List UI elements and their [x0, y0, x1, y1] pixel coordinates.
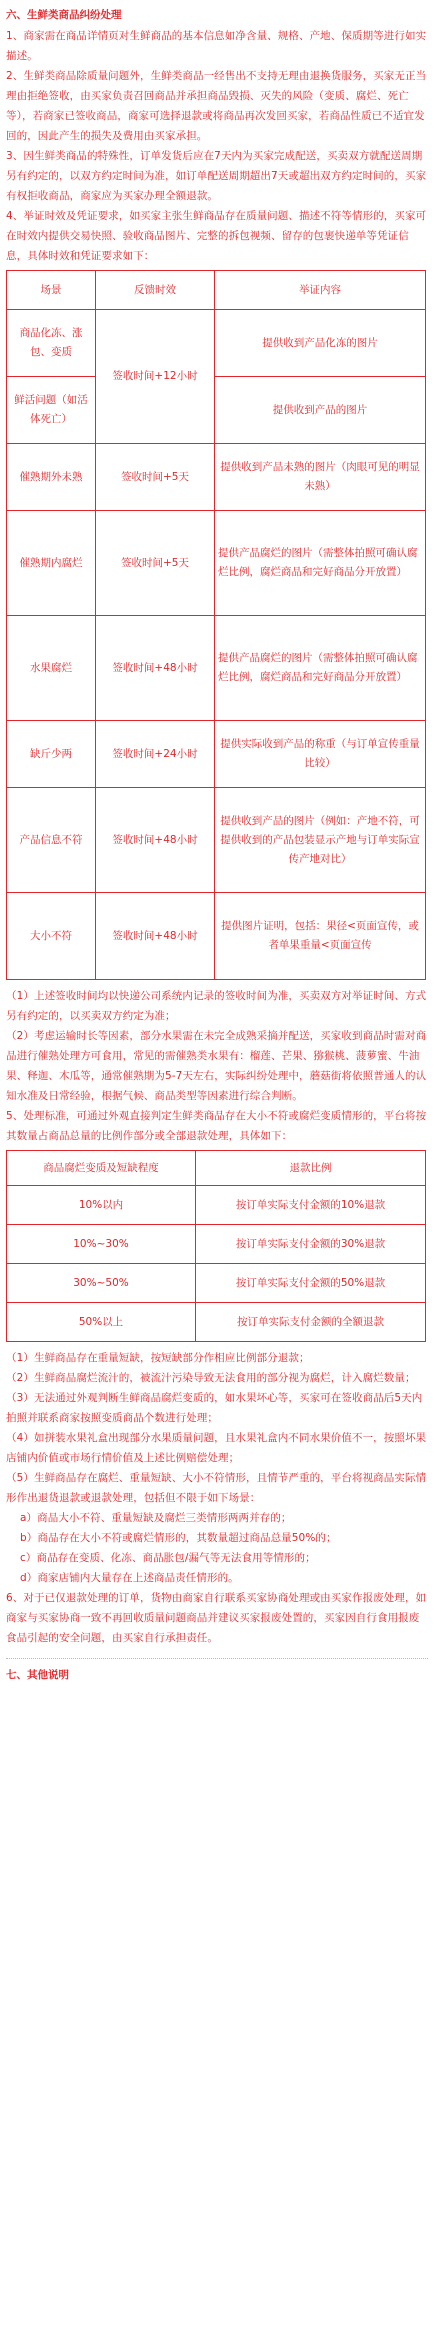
table-cell: 30%~50%: [7, 1264, 196, 1303]
table-cell: 按订单实际支付金额的全额退款: [196, 1303, 426, 1342]
table-header: 商品腐烂变质及短缺程度: [7, 1151, 196, 1186]
paragraph: 3、因生鲜类商品的特殊性，订单发货后应在7天内为买家完成配送，买卖双方就配送周期另有约定的，以双方约定时间为准，如订单配送周期超出7天或超出双方约定时间的，买家有权拒收商品，商家应为买家办理全额退款。: [6, 150, 427, 202]
table-cell: 大小不符: [7, 893, 96, 980]
table-cell: 产品信息不符: [7, 788, 96, 893]
table-cell: 签收时间+5天: [96, 444, 215, 511]
paragraph: （5）生鲜商品存在腐烂、重量短缺、大小不符情形，且情节严重的，平台将视商品实际情形作出退货退款或退款处理，包括但不限于如下场景：: [6, 1472, 427, 1504]
table-cell: 提供实际收到产品的称重（与订单宣传重量比较）: [215, 721, 426, 788]
list-item: c）商品存在变质、化冻、商品胀包/漏气等无法食用等情形的；: [20, 1552, 316, 1564]
list-item: d）商家店铺内大量存在上述商品责任情形的。: [20, 1572, 239, 1584]
list-item: a）商品大小不符、重量短缺及腐烂三类情形两两并存的；: [20, 1512, 292, 1524]
table-header: 举证内容: [215, 271, 426, 310]
table-cell: 提供收到产品的图片: [215, 377, 426, 444]
table-cell: 提供产品腐烂的图片（需整体拍照可确认腐烂比例，腐烂商品和完好商品分开放置）: [215, 616, 426, 721]
paragraph: 2、生鲜类商品除质量问题外，生鲜类商品一经售出不支持无理由退换货服务，买家无正当理由拒绝签收，由买家负责召回商品并承担商品毁损、灭失的风险（变质、腐烂、死亡等），若商家已签收商品，商家可选择退款或将商品再次发回买家，若商品性质已不适宜发回的，因此产生的损失及费用由买家承担。: [6, 70, 427, 142]
paragraph: （2）考虑运输时长等因素，部分水果需在未完全成熟采摘并配送，买家收到商品时需对商品进行催熟处理方可食用，常见的需催熟类水果有：榴莲、芒果、猕猴桃、菠萝蜜、牛油果、释迦、木瓜等，通常催熟期为5-7天左右，实际纠纷处理中，蘑菇街将依照普通人的认知水准及日常经验，根据气候、商品类型等因素进行综合判断。: [6, 1030, 427, 1102]
evidence-table: [6, 270, 426, 980]
paragraph: 4、举证时效及凭证要求，如买家主张生鲜商品存在质量问题、描述不符等情形的，买家可在时效内提供交易快照、验收商品图片、完整的拆包视频、留存的包裹快递单等凭证信息，具体时效和凭证要求如下：: [6, 210, 427, 262]
paragraph: （3）无法通过外观判断生鲜商品腐烂变质的，如水果坏心等，买家可在签收商品后5天内拍照并联系商家按照变质商品个数进行处理；: [6, 1392, 423, 1424]
refund-table: [6, 1150, 426, 1342]
table-header: 退款比例: [196, 1151, 426, 1186]
table-cell: 按订单实际支付金额的10%退款: [196, 1186, 426, 1225]
table-cell: 催熟期内腐烂: [7, 511, 96, 616]
table-cell: 提供收到产品未熟的图片（肉眼可见的明显未熟）: [215, 444, 426, 511]
table-cell: 提供收到产品化冻的图片: [215, 310, 426, 377]
table-cell: 签收时间+24小时: [96, 721, 215, 788]
table-cell: 提供产品腐烂的图片（需整体拍照可确认腐烂比例，腐烂商品和完好商品分开放置）: [215, 511, 426, 616]
paragraph: （2）生鲜商品腐烂流汁的，被流汁污染导致无法食用的部分视为腐烂，计入腐烂数量；: [6, 1372, 416, 1384]
list-item: b）商品存在大小不符或腐烂情形的，其数量超过商品总量50%的；: [20, 1532, 337, 1544]
next-section-heading: 七、其他说明: [6, 1669, 69, 1681]
table-cell: 缺斤少两: [7, 721, 96, 788]
table-cell: 提供收到产品的图片（例如：产地不符，可提供收到的产品包装显示产地与订单实际宣传产地对比）: [215, 788, 426, 893]
paragraph: （4）如拼装水果礼盒出现部分水果质量问题，且水果礼盒内不同水果价值不一，按照坏果店铺内价值或市场行情价值及上述比例赔偿处理；: [6, 1432, 427, 1464]
paragraph: （1）上述签收时间均以快递公司系统内记录的签收时间为准，买卖双方对举证时间、方式另有约定的，以买卖双方约定为准；: [6, 990, 427, 1022]
paragraph: 1、商家需在商品详情页对生鲜商品的基本信息如净含量、规格、产地、保质期等进行如实描述。: [6, 30, 427, 62]
table-cell: 按订单实际支付金额的50%退款: [196, 1264, 426, 1303]
table-cell: 签收时间+12小时: [96, 310, 215, 444]
table-cell: 商品化冻、涨包、变质: [7, 310, 96, 377]
paragraph: 6、对于已仅退款处理的订单，货物由商家自行联系买家协商处理或由买家作报废处理，如商家与买家协商一致不再回收质量问题商品并建议买家报废处置的，买家因自行食用报废食品引起的安全问题，由买家自行承担责任。: [6, 1592, 427, 1644]
table-cell: 鲜活问题（如活体死亡）: [7, 377, 96, 444]
paragraph: （1）生鲜商品存在重量短缺，按短缺部分作相应比例部分退款；: [6, 1352, 310, 1364]
table-header: 反馈时效: [96, 271, 215, 310]
paragraph: 5、处理标准，可通过外观直接判定生鲜类商品存在大小不符或腐烂变质情形的，平台将按其数量占商品总量的比例作部分或全部退款处理，具体如下：: [6, 1110, 427, 1142]
table-cell: 50%以上: [7, 1303, 196, 1342]
table-cell: 按订单实际支付金额的30%退款: [196, 1225, 426, 1264]
table-cell: 催熟期外未熟: [7, 444, 96, 511]
table-cell: 签收时间+5天: [96, 511, 215, 616]
table-cell: 10%~30%: [7, 1225, 196, 1264]
table-cell: 签收时间+48小时: [96, 616, 215, 721]
table-cell: 签收时间+48小时: [96, 788, 215, 893]
table-cell: 签收时间+48小时: [96, 893, 215, 980]
table-cell: 水果腐烂: [7, 616, 96, 721]
section-divider: [6, 1658, 428, 1659]
table-cell: 提供图片证明，包括：果径<页面宣传，或者单果重量<页面宣传: [215, 893, 426, 980]
table-header: 场景: [7, 271, 96, 310]
table-cell: 10%以内: [7, 1186, 196, 1225]
section-heading: 六、生鲜类商品纠纷处理: [6, 9, 122, 21]
